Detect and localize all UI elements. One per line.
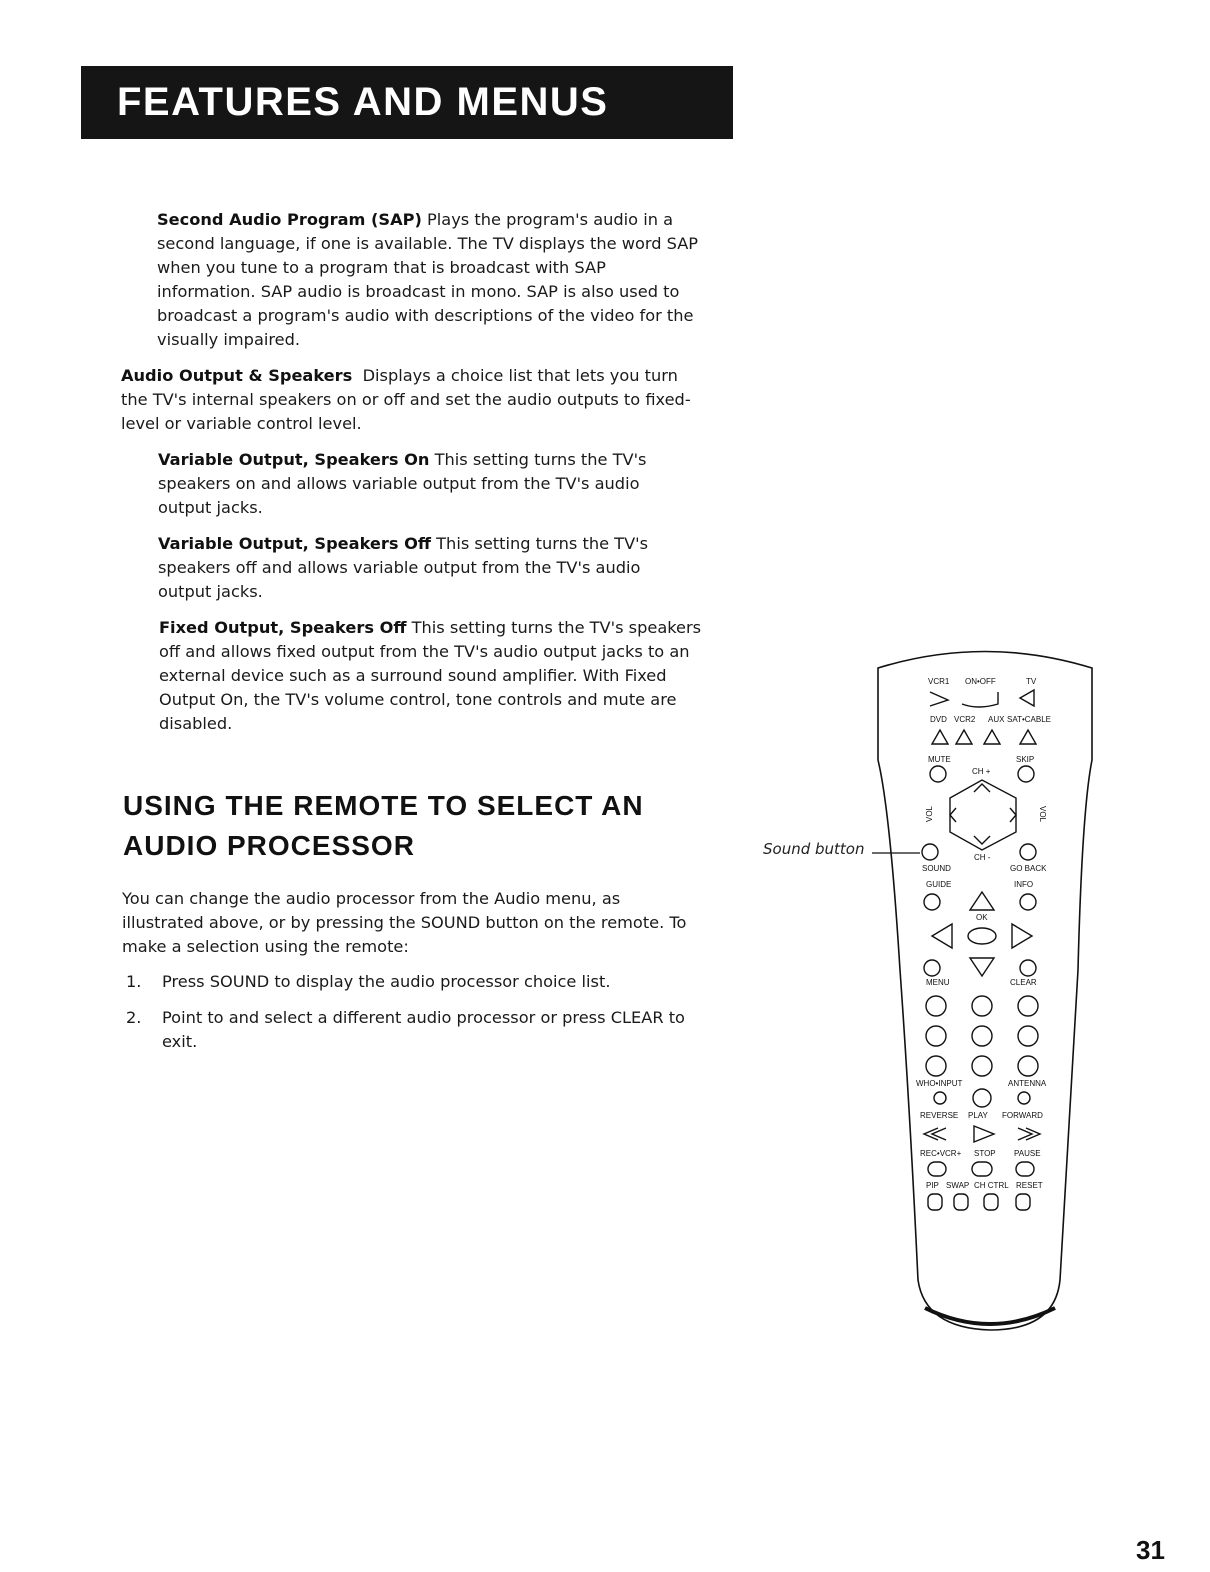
onoff-label: ON•OFF <box>965 677 996 686</box>
fixed-off-paragraph <box>159 616 704 736</box>
info-button <box>1020 894 1036 910</box>
step-number: 2. <box>126 1008 142 1027</box>
variable-on-text: This setting turns the TV's speakers on and allows variable output from the TV's audio output jacks. <box>158 450 647 517</box>
satcable-button <box>1020 730 1036 744</box>
menu-button <box>924 960 940 976</box>
dvd-button <box>932 730 948 744</box>
swap-button <box>954 1194 968 1210</box>
header-banner <box>81 66 733 139</box>
vcr2-button <box>956 730 972 744</box>
satcable-label: SAT•CABLE <box>1007 715 1051 724</box>
sap-term: Second Audio Program (SAP) <box>157 210 422 229</box>
vcr1-button <box>930 692 948 706</box>
list-item <box>122 1006 702 1054</box>
antenna-label: ANTENNA <box>1008 1079 1047 1088</box>
sound-button <box>922 844 938 860</box>
who-input-label: WHO•INPUT <box>916 1079 963 1088</box>
clear-label: CLEAR <box>1010 978 1037 987</box>
vol-left-label: VOL <box>925 805 934 822</box>
clear-button <box>1020 960 1036 976</box>
go-back-label: GO BACK <box>1010 864 1047 873</box>
mute-label: MUTE <box>928 755 951 764</box>
steps-list <box>122 970 702 1066</box>
digit-0-button <box>973 1089 991 1107</box>
sap-paragraph <box>157 208 702 352</box>
ch-down-button <box>974 836 990 844</box>
skip-button <box>1018 766 1034 782</box>
vol-right-button <box>1010 808 1016 822</box>
digit-4-button <box>926 1026 946 1046</box>
section-heading: USING THE REMOTE TO SELECT AN AUDIO PROCESSOR <box>123 790 644 861</box>
ch-minus-label: CH - <box>974 853 991 862</box>
stop-label: STOP <box>974 1149 996 1158</box>
variable-off-term: Variable Output, Speakers Off <box>158 534 432 553</box>
remote-control-illustration <box>870 640 1100 1340</box>
digit-8-button <box>972 1056 992 1076</box>
vcr1-label: VCR1 <box>928 677 950 686</box>
digit-2-button <box>972 996 992 1016</box>
fixed-off-term: Fixed Output, Speakers Off <box>159 618 407 637</box>
aux-button <box>984 730 1000 744</box>
remote-bottom-shadow <box>925 1308 1055 1324</box>
audio-output-text: Displays a choice list that lets you turn the TV's internal speakers on or off and set the audio outputs to fixed-level or variable control level. <box>121 366 691 433</box>
pause-button <box>1016 1162 1034 1176</box>
tv-button <box>1020 690 1034 706</box>
guide-label: GUIDE <box>926 880 952 889</box>
up-arrow-button <box>970 892 994 910</box>
who-input-button <box>934 1092 946 1104</box>
vol-left-button <box>950 808 956 822</box>
digit-5-button <box>972 1026 992 1046</box>
reset-label: RESET <box>1016 1181 1043 1190</box>
aux-label: AUX <box>988 715 1005 724</box>
onoff-button <box>962 692 998 707</box>
vcr2-label: VCR2 <box>954 715 976 724</box>
reverse-label: REVERSE <box>920 1111 959 1120</box>
sound-label: SOUND <box>922 864 951 873</box>
rec-vcr-label: REC•VCR+ <box>920 1149 962 1158</box>
page-title: FEATURES AND MENUS <box>117 80 609 124</box>
audio-output-paragraph <box>121 364 701 436</box>
right-arrow-button <box>1012 924 1032 948</box>
sap-text: Plays the program's audio in a second language, if one is available. The TV displays the word SAP when you tune to a program that is broadcast with SAP information. SAP audio is broadcast in mono. SAP is also used to broadcast a program's audio with descriptions of the video for the visually impaired. <box>157 210 699 349</box>
info-label: INFO <box>1014 880 1034 889</box>
fixed-off-text: This setting turns the TV's speakers off and allows fixed output from the TV's audio output jacks to an external device such as a surround sound amplifier. With Fixed Output On, the TV's volume control, tone controls and mute are disabled. <box>159 618 702 733</box>
step-text: Point to and select a different audio processor or press CLEAR to exit. <box>162 1008 685 1051</box>
variable-on-term: Variable Output, Speakers On <box>158 450 430 469</box>
guide-button <box>924 894 940 910</box>
variable-off-paragraph <box>158 532 688 604</box>
swap-label: SWAP <box>946 1181 970 1190</box>
down-arrow-button <box>970 958 994 976</box>
pause-label: PAUSE <box>1014 1149 1041 1158</box>
variable-off-text: This setting turns the TV's speakers off and allows variable output from the TV's audio output jacks. <box>158 534 649 601</box>
reverse-button <box>924 1128 946 1140</box>
stop-button <box>972 1162 992 1176</box>
reset-button <box>1016 1194 1030 1210</box>
vol-right-label: VOL <box>1038 806 1047 823</box>
digit-9-button <box>1018 1056 1038 1076</box>
remote-body <box>878 652 1092 1331</box>
pip-label: PIP <box>926 1181 939 1190</box>
ch-ctrl-label: CH CTRL <box>974 1181 1009 1190</box>
audio-output-term: Audio Output & Speakers <box>121 366 353 385</box>
page-number: 31 <box>1136 1535 1165 1565</box>
play-button <box>974 1126 994 1142</box>
dpad-ring <box>950 780 1016 850</box>
go-back-button <box>1020 844 1036 860</box>
left-arrow-button <box>932 924 952 948</box>
ok-label: OK <box>976 913 988 922</box>
digit-6-button <box>1018 1026 1038 1046</box>
sound-button-callout: Sound button <box>763 840 865 858</box>
skip-label: SKIP <box>1016 755 1035 764</box>
ch-plus-label: CH + <box>972 767 991 776</box>
ch-up-button <box>974 784 990 792</box>
tv-label: TV <box>1026 677 1037 686</box>
ok-button <box>968 928 996 944</box>
menu-label: MENU <box>926 978 950 987</box>
digit-7-button <box>926 1056 946 1076</box>
step-number: 1. <box>126 972 142 991</box>
mute-button <box>930 766 946 782</box>
ch-ctrl-button <box>984 1194 998 1210</box>
antenna-button <box>1018 1092 1030 1104</box>
list-item <box>122 970 702 994</box>
pip-button <box>928 1194 942 1210</box>
forward-button <box>1018 1128 1040 1140</box>
variable-on-paragraph <box>158 448 688 520</box>
play-label: PLAY <box>968 1111 988 1120</box>
step-text: Press SOUND to display the audio processor choice list. <box>162 972 611 991</box>
section-intro: You can change the audio processor from the Audio menu, as illustrated above, or by pressing the SOUND button on the remote. To make a selection using the remote: <box>122 889 687 956</box>
forward-label: FORWARD <box>1002 1111 1043 1120</box>
rec-vcr-button <box>928 1162 946 1176</box>
digit-1-button <box>926 996 946 1016</box>
digit-3-button <box>1018 996 1038 1016</box>
dvd-label: DVD <box>930 715 947 724</box>
